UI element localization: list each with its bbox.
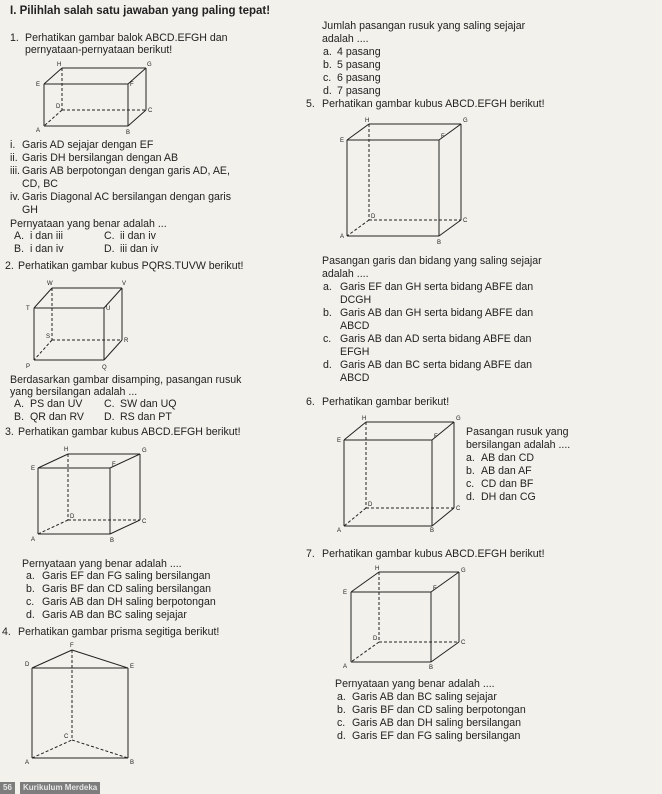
q6-number: 6. bbox=[306, 396, 315, 408]
q5-option-a-cont[interactable]: DCGH bbox=[340, 294, 372, 306]
q5-cube-figure bbox=[335, 116, 470, 250]
vertex-label: C bbox=[456, 506, 461, 512]
vertex-label: U bbox=[106, 306, 111, 312]
q1-statement: Garis AB berpotongan dengan garis AD, AE, bbox=[22, 165, 230, 177]
vertex-label: G bbox=[147, 62, 152, 68]
vertex-label: B bbox=[110, 538, 115, 544]
q5-option-d[interactable]: Garis AB dan BC serta bidang ABFE dan bbox=[340, 359, 532, 371]
q4-option-a[interactable]: 4 pasang bbox=[337, 46, 381, 58]
q4-option-letter: a. bbox=[323, 46, 332, 58]
q4-number: 4. bbox=[2, 626, 11, 638]
q4-cont-line1: Jumlah pasangan rusuk yang saling sejajar bbox=[322, 20, 526, 32]
q1-statement-number: iii. bbox=[10, 165, 21, 177]
q2-prompt-line2: yang bersilangan adalah ... bbox=[10, 386, 138, 398]
q2-option-letter: A. bbox=[14, 398, 25, 410]
q1-option-letter: B. bbox=[14, 243, 25, 255]
q4-option-letter: b. bbox=[323, 59, 332, 71]
vertex-label: G bbox=[461, 568, 466, 574]
q4-prism-figure bbox=[22, 643, 152, 766]
q5-option-letter: c. bbox=[323, 333, 332, 345]
vertex-label: H bbox=[64, 447, 69, 453]
q2-cube-figure bbox=[22, 280, 142, 372]
q3-cube-figure bbox=[28, 446, 158, 542]
q6-option-c[interactable]: CD dan BF bbox=[481, 478, 534, 490]
q7-option-c[interactable]: Garis AB dan DH saling bersilangan bbox=[352, 717, 522, 729]
q7-text: Perhatikan gambar kubus ABCD.EFGH berikut! bbox=[322, 548, 545, 560]
vertex-label: V bbox=[122, 281, 127, 287]
q1-statement: CD, BC bbox=[22, 178, 58, 190]
q1-option-letter: C. bbox=[104, 230, 115, 242]
q1-option-letter: A. bbox=[14, 230, 25, 242]
vertex-label: R bbox=[124, 338, 129, 344]
q4-option-b[interactable]: 5 pasang bbox=[337, 59, 381, 71]
q5-option-c[interactable]: Garis AB dan AD serta bidang ABFE dan bbox=[340, 333, 532, 345]
vertex-label: A bbox=[25, 760, 30, 766]
q2-option-d[interactable]: RS dan PT bbox=[120, 411, 172, 423]
q1-option-a[interactable]: i dan iii bbox=[30, 230, 63, 242]
vertex-label: P bbox=[26, 364, 31, 370]
q3-option-b[interactable]: Garis BF dan CD saling bersilangan bbox=[42, 583, 211, 595]
vertex-label: C bbox=[463, 218, 468, 224]
vertex-label: B bbox=[130, 760, 135, 766]
q5-option-a[interactable]: Garis EF dan GH serta bidang ABFE dan bbox=[340, 281, 534, 293]
q3-prompt: Pernyataan yang benar adalah .... bbox=[22, 558, 182, 570]
q5-prompt-line2: adalah .... bbox=[322, 268, 369, 280]
q5-number: 5. bbox=[306, 98, 315, 110]
vertex-label: B bbox=[430, 528, 435, 534]
vertex-label: D bbox=[371, 214, 376, 220]
q4-text: Perhatikan gambar prisma segitiga berikut! bbox=[18, 626, 220, 638]
q1-text-line1: Perhatikan gambar balok ABCD.EFGH dan bbox=[25, 32, 228, 44]
vertex-label: D bbox=[70, 514, 75, 520]
vertex-label: C bbox=[142, 519, 147, 525]
q1-number: 1. bbox=[10, 32, 19, 44]
q5-option-c-cont[interactable]: EFGH bbox=[340, 346, 370, 358]
q3-option-a[interactable]: Garis EF dan FG saling bersilangan bbox=[42, 570, 211, 582]
vertex-label: H bbox=[57, 62, 62, 68]
q1-prompt: Pernyataan yang benar adalah ... bbox=[10, 218, 167, 230]
q1-statement: Garis Diagonal AC bersilangan dengan garis bbox=[22, 191, 232, 203]
q3-option-letter: c. bbox=[26, 596, 35, 608]
vertex-label: W bbox=[47, 281, 53, 287]
q7-option-letter: d. bbox=[337, 730, 346, 742]
q6-text: Perhatikan gambar berikut! bbox=[322, 396, 450, 408]
q5-prompt-line1: Pasangan garis dan bidang yang saling sejajar bbox=[322, 255, 542, 267]
vertex-label: D bbox=[25, 662, 30, 668]
vertex-label: Q bbox=[102, 365, 107, 371]
q2-option-c[interactable]: SW dan UQ bbox=[120, 398, 177, 410]
q2-option-b[interactable]: QR dan RV bbox=[30, 411, 84, 423]
q3-option-d[interactable]: Garis AB dan BC saling sejajar bbox=[42, 609, 187, 621]
q4-option-letter: d. bbox=[323, 85, 332, 97]
q5-option-letter: a. bbox=[323, 281, 332, 293]
q1-statement-number: ii. bbox=[10, 152, 18, 164]
q7-prompt: Pernyataan yang benar adalah .... bbox=[335, 678, 495, 690]
q5-text: Perhatikan gambar kubus ABCD.EFGH berikut! bbox=[322, 98, 545, 110]
q1-statement-number: i. bbox=[10, 139, 16, 151]
vertex-label: A bbox=[337, 528, 342, 534]
q2-option-letter: D. bbox=[104, 411, 115, 423]
vertex-label: B bbox=[126, 130, 131, 136]
q2-option-letter: B. bbox=[14, 411, 25, 423]
q6-option-b[interactable]: AB dan AF bbox=[481, 465, 532, 477]
vertex-label: F bbox=[112, 462, 116, 468]
vertex-label: S bbox=[46, 334, 51, 340]
vertex-label: E bbox=[31, 466, 36, 472]
q7-option-d[interactable]: Garis EF dan FG saling bersilangan bbox=[352, 730, 521, 742]
vertex-label: F bbox=[434, 434, 438, 440]
q3-number: 3. bbox=[5, 426, 14, 438]
vertex-label: G bbox=[142, 448, 147, 454]
vertex-label: E bbox=[343, 590, 348, 596]
vertex-label: F bbox=[441, 134, 445, 140]
q1-statement-number: iv. bbox=[10, 191, 20, 203]
vertex-label: H bbox=[365, 118, 370, 124]
q2-option-letter: C. bbox=[104, 398, 115, 410]
vertex-label: F bbox=[433, 586, 437, 592]
section-title: I. Pilihlah salah satu jawaban yang paling tepat! bbox=[10, 5, 271, 17]
q1-cuboid-figure bbox=[30, 62, 160, 134]
vertex-label: A bbox=[343, 664, 348, 670]
vertex-label: B bbox=[437, 240, 442, 246]
q1-option-b[interactable]: i dan iv bbox=[30, 243, 64, 255]
q4-cont-line2: adalah .... bbox=[322, 33, 369, 45]
q5-option-b[interactable]: Garis AB dan GH serta bidang ABFE dan bbox=[340, 307, 534, 319]
q6-option-letter: a. bbox=[466, 452, 475, 464]
q7-cube-figure bbox=[335, 566, 470, 670]
book-title: Kurikulum Merdeka bbox=[20, 782, 100, 794]
vertex-label: D bbox=[56, 104, 61, 110]
q5-option-letter: d. bbox=[323, 359, 332, 371]
q1-option-d[interactable]: iii dan iv bbox=[120, 243, 159, 255]
q6-prompt-line1: Pasangan rusuk yang bbox=[466, 426, 569, 438]
q4-option-letter: c. bbox=[323, 72, 332, 84]
vertex-label: T bbox=[26, 306, 30, 312]
q1-statement: GH bbox=[22, 204, 38, 216]
q2-prompt-line1: Berdasarkan gambar disamping, pasangan rusuk bbox=[10, 374, 242, 386]
page-number: 56 bbox=[0, 782, 15, 794]
vertex-label: A bbox=[36, 128, 41, 134]
q7-option-letter: a. bbox=[337, 691, 346, 703]
vertex-label: C bbox=[461, 640, 466, 646]
q3-option-c[interactable]: Garis AB dan DH saling berpotongan bbox=[42, 596, 216, 608]
q7-option-letter: b. bbox=[337, 704, 346, 716]
q6-prompt-line2: bersilangan adalah .... bbox=[466, 439, 571, 451]
vertex-label: E bbox=[130, 664, 135, 670]
q6-option-a[interactable]: AB dan CD bbox=[481, 452, 534, 464]
q6-option-letter: b. bbox=[466, 465, 475, 477]
q1-statement: Garis AD sejajar dengan EF bbox=[22, 139, 154, 151]
vertex-label: H bbox=[362, 416, 367, 422]
q3-option-letter: d. bbox=[26, 609, 35, 621]
q4-option-c[interactable]: 6 pasang bbox=[337, 72, 381, 84]
vertex-label: H bbox=[375, 566, 380, 572]
vertex-label: B bbox=[429, 665, 434, 671]
q2-option-a[interactable]: PS dan UV bbox=[30, 398, 83, 410]
vertex-label: F bbox=[130, 82, 134, 88]
vertex-label: D bbox=[368, 502, 373, 508]
q3-option-letter: b. bbox=[26, 583, 35, 595]
q6-cube-figure bbox=[334, 414, 464, 534]
vertex-label: F bbox=[70, 643, 74, 649]
q1-option-letter: D. bbox=[104, 243, 115, 255]
vertex-label: E bbox=[36, 82, 41, 88]
q5-option-letter: b. bbox=[323, 307, 332, 319]
q3-text: Perhatikan gambar kubus ABCD.EFGH berikut! bbox=[18, 426, 241, 438]
q6-option-letter: d. bbox=[466, 491, 475, 503]
q6-option-d[interactable]: DH dan CG bbox=[481, 491, 536, 503]
vertex-label: E bbox=[340, 138, 345, 144]
q3-option-letter: a. bbox=[26, 570, 35, 582]
vertex-label: C bbox=[148, 108, 153, 114]
vertex-label: E bbox=[337, 438, 342, 444]
q2-number: 2. bbox=[5, 260, 14, 272]
q4-option-d[interactable]: 7 pasang bbox=[337, 85, 381, 97]
q1-text-line2: pernyataan-pernyataan berikut! bbox=[25, 44, 173, 56]
q2-text: Perhatikan gambar kubus PQRS.TUVW berikut! bbox=[18, 260, 244, 272]
q5-option-b-cont[interactable]: ABCD bbox=[340, 320, 370, 332]
vertex-label: A bbox=[340, 234, 345, 240]
q7-option-letter: c. bbox=[337, 717, 346, 729]
q6-option-letter: c. bbox=[466, 478, 475, 490]
vertex-label: G bbox=[456, 416, 461, 422]
q1-option-c[interactable]: ii dan iv bbox=[120, 230, 156, 242]
vertex-label: A bbox=[31, 537, 36, 543]
q1-statement: Garis DH bersilangan dengan AB bbox=[22, 152, 179, 164]
q7-option-a[interactable]: Garis AB dan BC saling sejajar bbox=[352, 691, 497, 703]
vertex-label: D bbox=[373, 636, 378, 642]
q7-number: 7. bbox=[306, 548, 315, 560]
q7-option-b[interactable]: Garis BF dan CD saling berpotongan bbox=[352, 704, 526, 716]
q5-option-d-cont[interactable]: ABCD bbox=[340, 372, 370, 384]
vertex-label: G bbox=[463, 118, 468, 124]
vertex-label: C bbox=[64, 734, 69, 740]
